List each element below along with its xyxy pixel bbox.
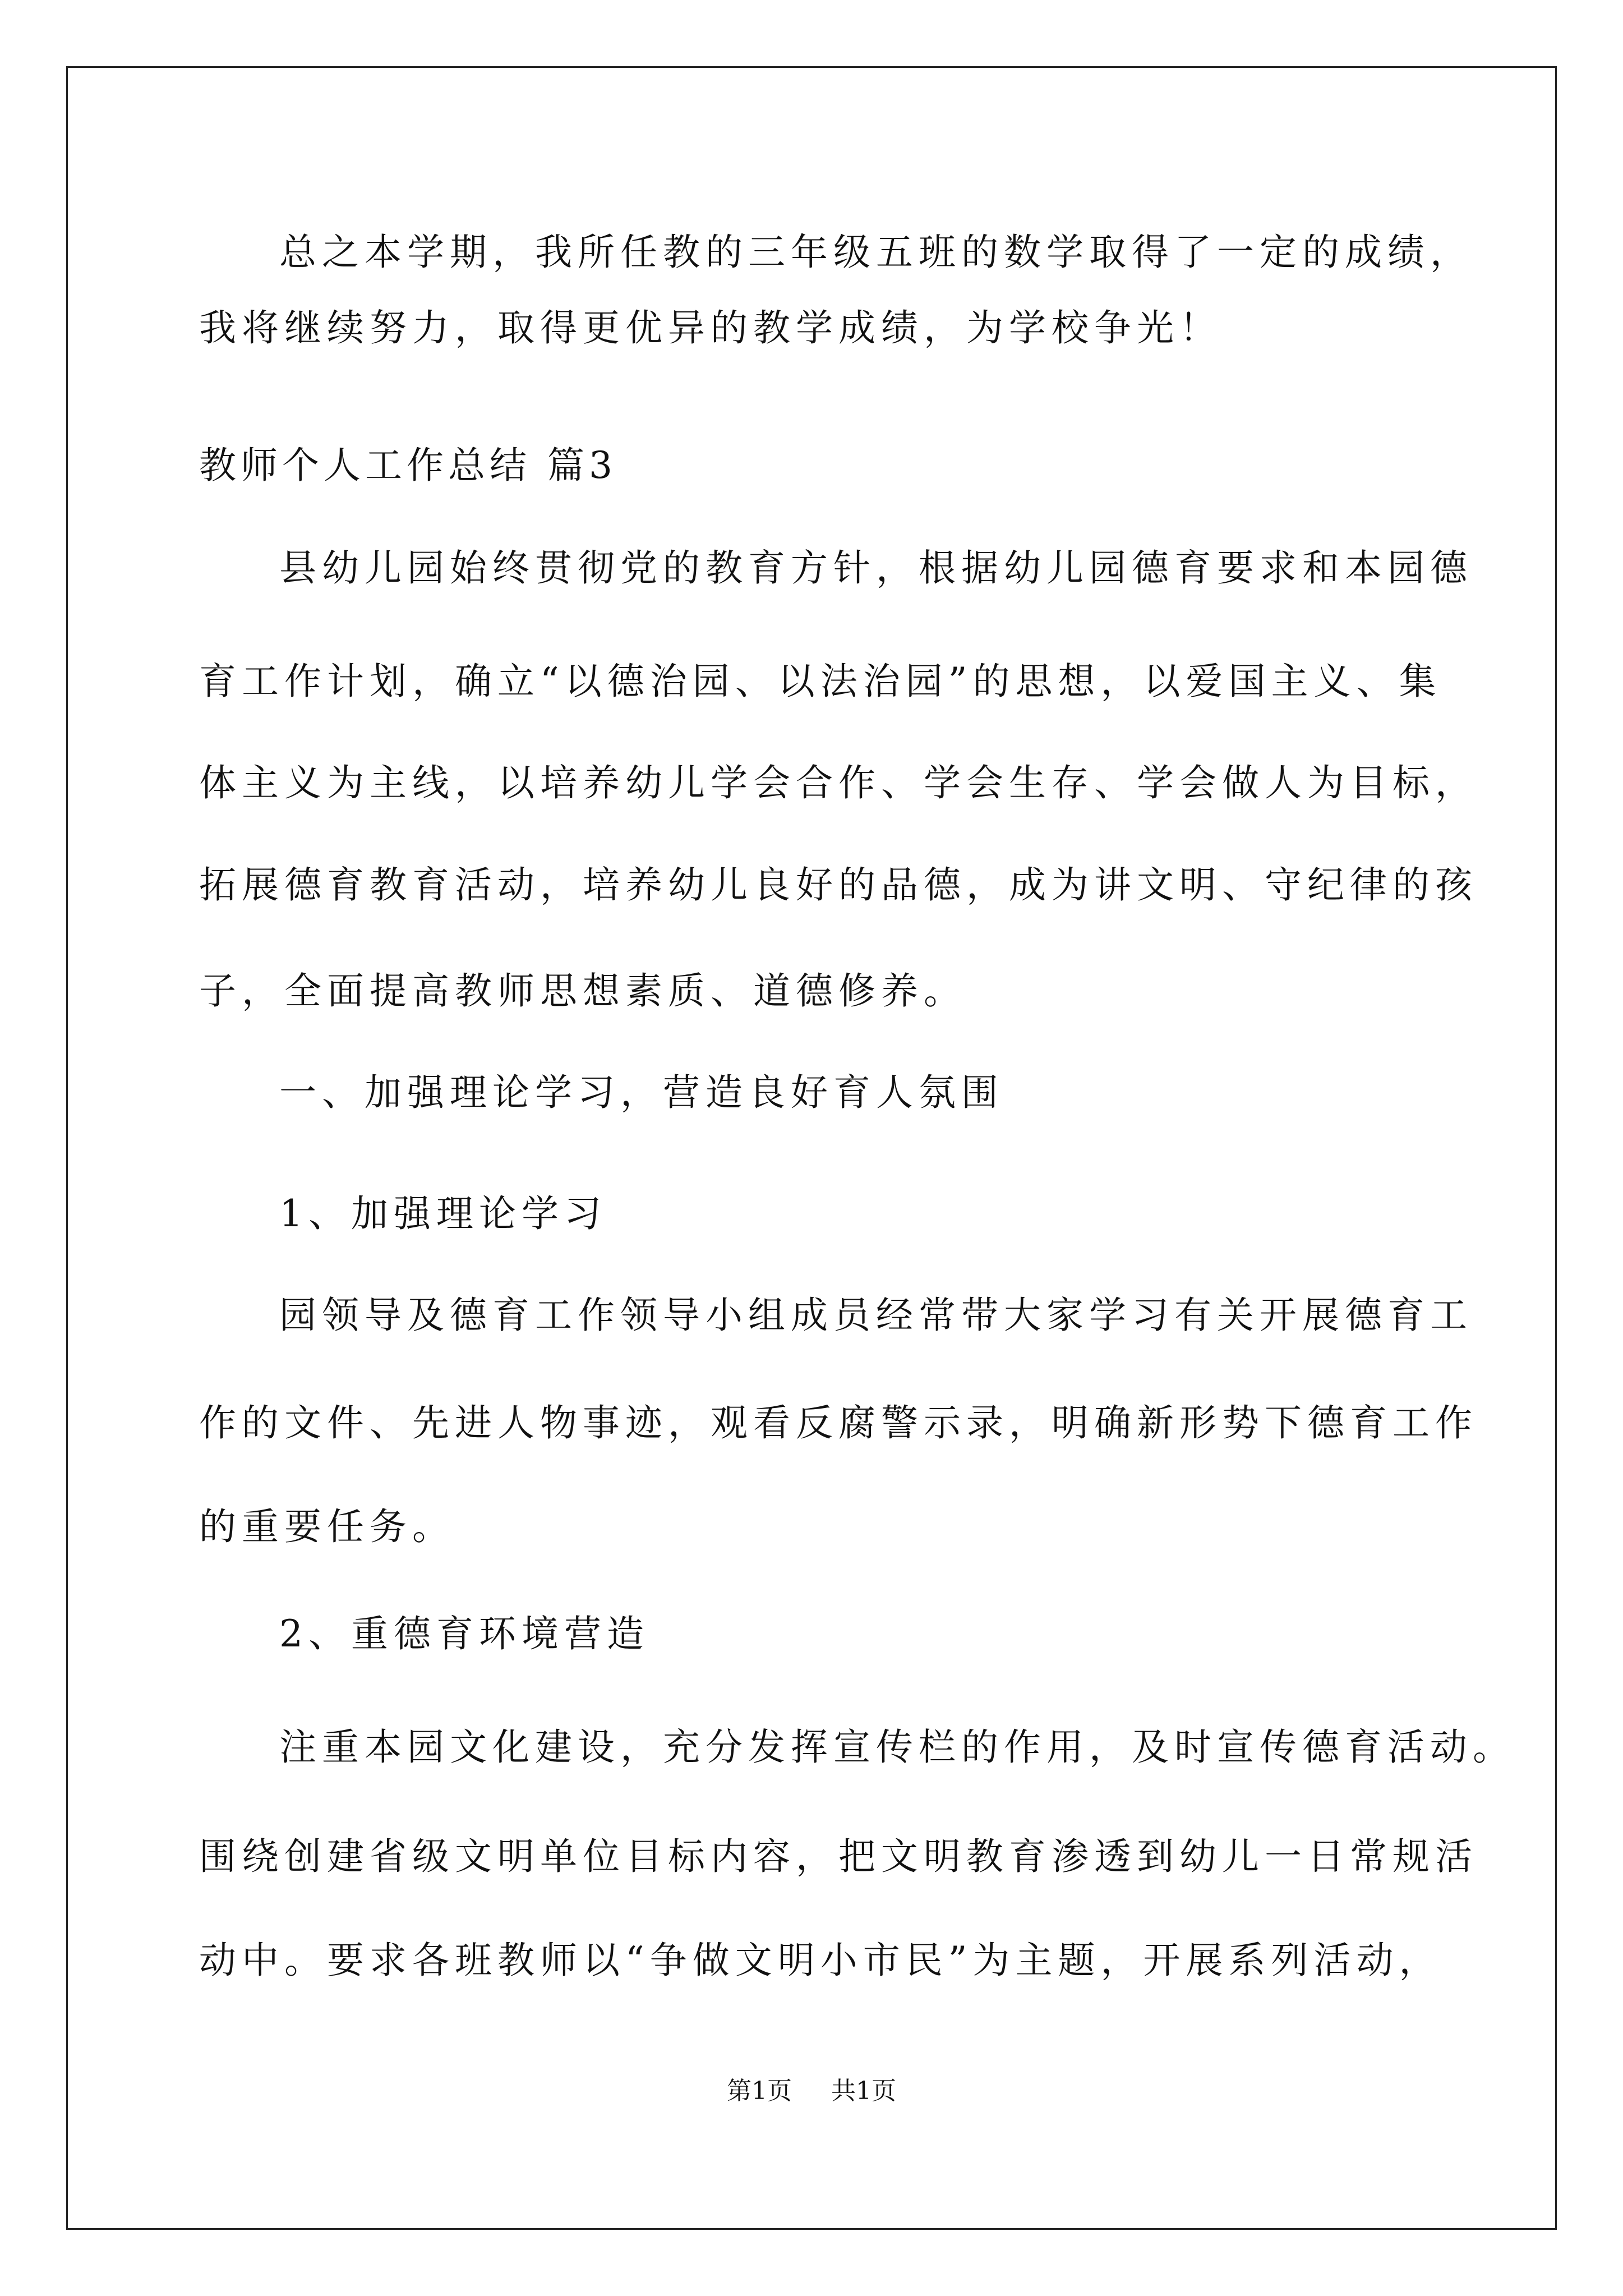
- subheading: 2、重德育环境营造: [279, 1612, 649, 1655]
- page-total: 共1页: [831, 2077, 896, 2105]
- paragraph-line: 育工作计划，确立“以德治园、以法治园”的思想，以爱国主义、集: [199, 660, 1442, 703]
- paragraph-line: 县幼儿园始终贯彻党的教育方针，根据幼儿园德育要求和本园德: [279, 546, 1473, 590]
- paragraph-line: 的重要任务。: [199, 1505, 455, 1548]
- paragraph-line: 子，全面提高教师思想素质、道德修养。: [199, 969, 966, 1013]
- subheading: 1、加强理论学习: [279, 1192, 607, 1235]
- paragraph-line: 注重本园文化建设，充分发挥宣传栏的作用，及时宣传德育活动。: [279, 1726, 1515, 1769]
- paragraph-line: 体主义为主线，以培养幼儿学会合作、学会生存、学会做人为目标，: [199, 761, 1478, 804]
- subheading: 一、加强理论学习，营造良好育人氛围: [279, 1071, 1004, 1114]
- page-footer: [0, 2076, 1623, 2107]
- page-border: [66, 66, 1557, 2230]
- paragraph-line: 围绕创建省级文明单位目标内容，把文明教育渗透到幼儿一日常规活: [199, 1835, 1478, 1878]
- paragraph-line: 我将继续努力，取得更优异的教学成绩，为学校争光！: [199, 306, 1222, 349]
- paragraph-line: 作的文件、先进人物事迹，观看反腐警示录，明确新形势下德育工作: [199, 1401, 1478, 1444]
- paragraph-line: 动中。要求各班教师以“争做文明小市民”为主题，开展系列活动，: [199, 1939, 1442, 1982]
- section-title: 教师个人工作总结 篇3: [199, 444, 617, 487]
- paragraph-line: 总之本学期，我所任教的三年级五班的数学取得了一定的成绩，: [279, 231, 1473, 274]
- page-number: 第1页: [727, 2077, 792, 2105]
- paragraph-line: 拓展德育教育活动，培养幼儿良好的品德，成为讲文明、守纪律的孩: [199, 863, 1478, 907]
- paragraph-line: 园领导及德育工作领导小组成员经常带大家学习有关开展德育工: [279, 1294, 1473, 1337]
